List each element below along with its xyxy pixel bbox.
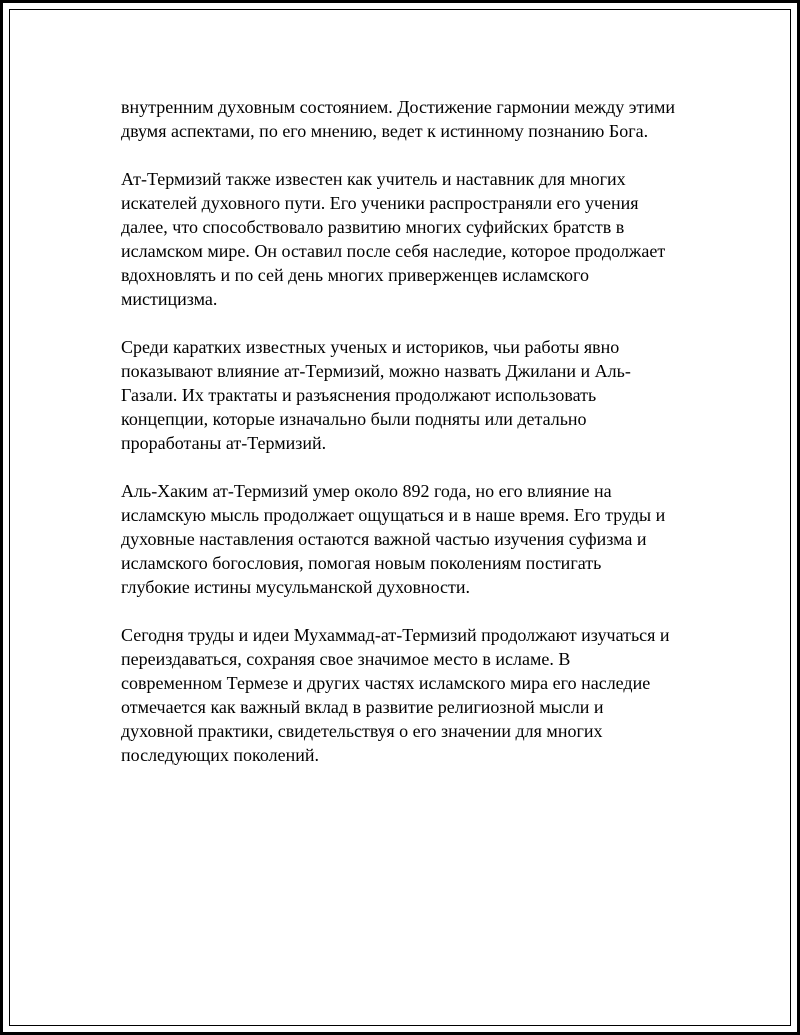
text-line: исламскую мысль продолжает ощущаться и в наше время. Его труды и xyxy=(121,505,666,525)
document-body xyxy=(121,95,701,791)
text-line: исламском мире. Он оставил после себя наследие, которое продолжает xyxy=(121,241,666,261)
paragraph-2 xyxy=(121,167,701,311)
text-line: Ат-Термизий также известен как учитель и наставник для многих xyxy=(121,169,626,189)
text-line: двумя аспектами, по его мнению, ведет к истинному познанию Бога. xyxy=(121,121,649,141)
paragraph-5 xyxy=(121,623,701,767)
text-line: современном Термезе и других частях исламского мира его наследие xyxy=(121,673,651,693)
text-line: Среди каратких известных ученых и историков, чьи работы явно xyxy=(121,337,620,357)
text-line: далее, что способствовало развитию многих суфийских братств в xyxy=(121,217,625,237)
text-line: духовной практики, свидетельствуя о его значении для многих xyxy=(121,721,603,741)
text-line: духовные наставления остаются важной частью изучения суфизма и xyxy=(121,529,647,549)
text-line: глубокие истины мусульманской духовности. xyxy=(121,577,471,597)
text-line: последующих поколений. xyxy=(121,745,319,765)
text-line: вдохновлять и по сей день многих приверженцев исламского xyxy=(121,265,589,285)
text-line: отмечается как важный вклад в развитие религиозной мысли и xyxy=(121,697,604,717)
paragraph-3 xyxy=(121,335,701,455)
text-line: внутренним духовным состоянием. Достижение гармонии между этими xyxy=(121,97,675,117)
text-line: Аль-Хаким ат-Термизий умер около 892 года, но его влияние на xyxy=(121,481,612,501)
paragraph-4 xyxy=(121,479,701,599)
text-line: проработаны ат-Термизий. xyxy=(121,433,327,453)
text-line: переиздаваться, сохраняя свое значимое место в исламе. В xyxy=(121,649,571,669)
text-line: искателей духовного пути. Его ученики распространяли его учения xyxy=(121,193,639,213)
text-line: концепции, которые изначально были подняты или детально xyxy=(121,409,587,429)
text-line: Газали. Их трактаты и разъяснения продолжают использовать xyxy=(121,385,597,405)
text-line: исламского богословия, помогая новым поколениям постигать xyxy=(121,553,602,573)
text-line: показывают влияние ат-Термизий, можно назвать Джилани и Аль- xyxy=(121,361,631,381)
text-line: мистицизма. xyxy=(121,289,218,309)
paragraph-1 xyxy=(121,95,701,143)
text-line: Сегодня труды и идеи Мухаммад-ат-Термизий продолжают изучаться и xyxy=(121,625,670,645)
